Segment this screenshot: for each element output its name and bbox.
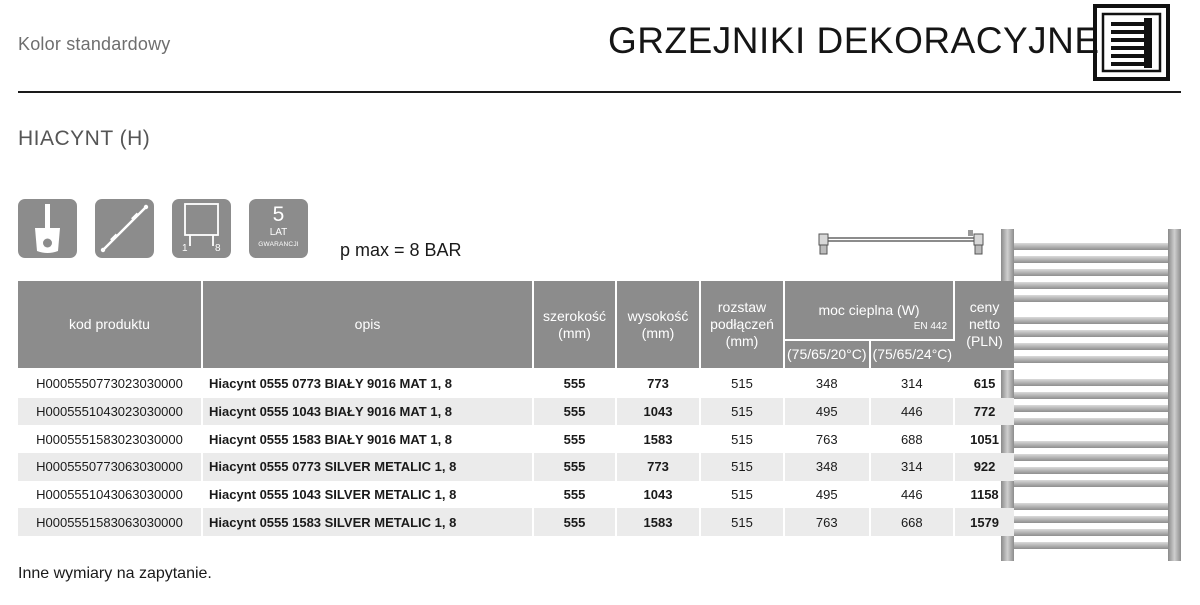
cell-szerokosc: 555: [533, 453, 616, 481]
cell-opis: Hiacynt 0555 1583 BIAŁY 9016 MAT 1, 8: [202, 425, 533, 453]
table-row: [18, 369, 1014, 398]
cell-cena: 1579: [954, 508, 1014, 536]
cell-moc-24: 314: [870, 453, 955, 481]
page-title: GRZEJNIKI DEKORACYJNE: [608, 20, 1100, 61]
cell-szerokosc: 555: [533, 425, 616, 453]
cell-opis: Hiacynt 0555 1043 SILVER METALIC 1, 8: [202, 481, 533, 509]
cell-kod: H0005551583023030000: [18, 425, 202, 453]
cell-moc-24: 688: [870, 425, 955, 453]
cell-rozstaw: 515: [700, 425, 784, 453]
warranty-icon: [249, 199, 308, 258]
cell-rozstaw: 515: [700, 453, 784, 481]
cell-szerokosc: 555: [533, 508, 616, 536]
en442-label: EN 442: [913, 321, 948, 332]
cell-wysokosc: 773: [616, 453, 700, 481]
cell-wysokosc: 1583: [616, 508, 700, 536]
cell-rozstaw: 515: [700, 481, 784, 509]
cell-wysokosc: 773: [616, 369, 700, 398]
brush-icon: [18, 199, 77, 258]
moc-label: moc cieplna (W): [818, 301, 920, 318]
product-table: [18, 281, 1014, 536]
connection-label: 8: [215, 243, 221, 254]
table-row: [18, 425, 1014, 453]
connection-diagram-icon: [172, 199, 231, 258]
cell-moc-20: 495: [784, 398, 870, 426]
footer-note: Inne wymiary na zapytanie.: [18, 565, 212, 582]
cell-moc-20: 348: [784, 453, 870, 481]
cell-rozstaw: 515: [700, 508, 784, 536]
cell-cena: 922: [954, 453, 1014, 481]
cell-moc-20: 495: [784, 481, 870, 509]
col-header-moc-20: (75/65/20°C): [784, 340, 870, 369]
cell-szerokosc: 555: [533, 398, 616, 426]
pressure-label: p max = 8 BAR: [340, 240, 462, 260]
warranty-years: 5: [272, 203, 285, 226]
cell-szerokosc: 555: [533, 369, 616, 398]
cell-kod: H0005551043063030000: [18, 481, 202, 509]
cell-kod: H0005551583063030000: [18, 508, 202, 536]
table-row: [18, 508, 1014, 536]
product-name: HIACYNT (H): [18, 127, 151, 150]
cell-moc-24: 446: [870, 481, 955, 509]
table-row: [18, 481, 1014, 509]
col-header-moc: [784, 281, 954, 340]
header-divider: [18, 91, 1181, 93]
cell-wysokosc: 1043: [616, 398, 700, 426]
warranty-unit: LAT: [269, 227, 288, 238]
cell-opis: Hiacynt 0555 1043 BIAŁY 9016 MAT 1, 8: [202, 398, 533, 426]
page-subtitle: Kolor standardowy: [18, 34, 171, 54]
radiator-photo: [1001, 229, 1184, 561]
col-header-kod: kod produktu: [18, 281, 202, 369]
cell-wysokosc: 1583: [616, 425, 700, 453]
cell-opis: Hiacynt 0555 1583 SILVER METALIC 1, 8: [202, 508, 533, 536]
cell-kod: H0005550773023030000: [18, 369, 202, 398]
cell-cena: 615: [973, 376, 996, 392]
table-row: [18, 453, 1014, 481]
warranty-label: GWARANCJI: [258, 241, 299, 248]
col-header-rozstaw: rozstaw podłączeń (mm): [700, 281, 784, 369]
connection-pipe-icon: [816, 230, 988, 256]
cell-moc-20: 348: [784, 369, 870, 398]
cell-rozstaw: 515: [700, 398, 784, 426]
cell-cena: 1051: [970, 431, 1000, 447]
cell-opis: Hiacynt 0555 0773 BIAŁY 9016 MAT 1, 8: [202, 369, 533, 398]
cell-opis: Hiacynt 0555 0773 SILVER METALIC 1, 8: [202, 453, 533, 481]
connection-label: 1: [182, 243, 188, 254]
cell-moc-24: 668: [870, 508, 955, 536]
cell-moc-20: 763: [784, 425, 870, 453]
diagonal-mount-icon: [95, 199, 154, 258]
cell-cena: 772: [954, 398, 1014, 426]
cell-moc-24: 446: [870, 398, 955, 426]
cell-cena: 1158: [970, 487, 999, 503]
cell-moc-24: 314: [870, 369, 955, 398]
cell-kod: H0005550773063030000: [18, 453, 202, 481]
cell-szerokosc: 555: [533, 481, 616, 509]
cell-wysokosc: 1043: [616, 481, 700, 509]
col-header-ceny: ceny netto (PLN): [954, 281, 1014, 369]
radiator-logo-icon: [1093, 4, 1170, 81]
col-header-opis: opis: [202, 281, 533, 369]
col-header-szerokosc: szerokość (mm): [533, 281, 616, 369]
col-header-moc-24: (75/65/24°C): [870, 340, 955, 369]
cell-rozstaw: 515: [700, 369, 784, 398]
cell-kod: H0005551043023030000: [18, 398, 202, 426]
table-row: [18, 398, 1014, 426]
col-header-wysokosc: wysokość (mm): [616, 281, 700, 369]
cell-moc-20: 763: [784, 508, 870, 536]
